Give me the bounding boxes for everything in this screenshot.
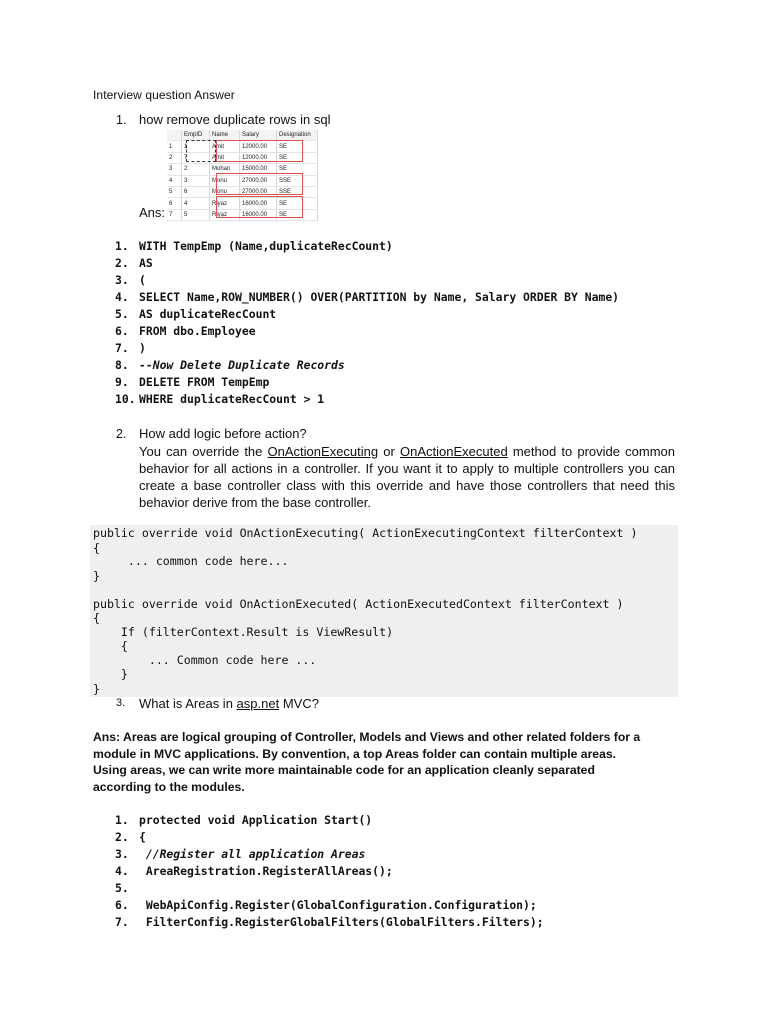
table-header-cell: Salary: [240, 130, 277, 141]
code-text: WebApiConfig.Register(GlobalConfiguration.Configuration);: [139, 898, 537, 912]
question-text: [139, 696, 319, 711]
code-line: ... Common code here ...: [93, 653, 317, 667]
line-number: 10.: [115, 392, 136, 406]
line-number: 7.: [115, 915, 129, 929]
code-line: }: [93, 569, 100, 583]
code-line: [115, 914, 544, 931]
code-text: protected void Application Start(): [139, 813, 373, 827]
line-number: 3.: [115, 847, 129, 861]
table-cell: 6: [182, 186, 210, 197]
table-cell: 2: [167, 152, 182, 163]
table-cell: SE: [277, 152, 318, 163]
code-text: AS: [139, 256, 153, 270]
code-comment: //Register all application Areas: [139, 847, 366, 861]
code-text: SELECT Name,ROW_NUMBER() OVER(PARTITION by Name, Salary ORDER BY Name): [139, 290, 620, 304]
table-cell: SSE: [277, 175, 318, 186]
table-cell: Mohan: [210, 164, 240, 175]
code-text: FROM dbo.Employee: [139, 324, 256, 338]
table-cell: 27000.00: [240, 186, 277, 197]
line-number: 1.: [115, 813, 129, 827]
paragraph-line: behavior for all actions in a controller. If you want it to apply to multiple controllers you can: [139, 461, 675, 476]
code-line: [115, 238, 393, 255]
code-line: If (filterContext.Result is ViewResult): [93, 625, 394, 639]
code-line: [115, 323, 256, 340]
table-header-cell: EmpID: [182, 130, 210, 141]
code-line: [115, 289, 619, 306]
table-cell: Riyaz: [210, 209, 240, 220]
table-cell: 6: [167, 198, 182, 209]
code-text: AS duplicateRecCount: [139, 307, 277, 321]
aspnet-link[interactable]: asp.net: [236, 696, 280, 711]
code-text: (: [139, 273, 146, 287]
line-number: 2.: [115, 830, 129, 844]
document-title: Interview question Answer: [93, 88, 235, 102]
duplicate-highlight-box: [216, 196, 303, 218]
table-cell: Monu: [210, 186, 240, 197]
question-number: 1.: [116, 113, 127, 127]
code-line: [115, 340, 146, 357]
code-line: }: [93, 667, 128, 681]
table-cell: 16000.00: [240, 198, 277, 209]
code-line: [115, 863, 393, 880]
line-number: 6.: [115, 324, 129, 338]
table-header-cell: Designation: [277, 130, 318, 141]
table-cell: 1: [182, 141, 210, 152]
paragraph-line: [139, 443, 675, 460]
line-number: 4.: [115, 864, 129, 878]
answer-line: according to the modules.: [93, 779, 245, 794]
paragraph-line: behavior derive from the base controller.: [139, 495, 371, 510]
onactionexecuted-link[interactable]: OnActionExecuted: [400, 444, 508, 459]
table-cell: SE: [277, 198, 318, 209]
line-number: 5.: [115, 307, 129, 321]
answer-line: module in MVC applications. By convention, a top Areas folder can contain multiple areas.: [93, 746, 617, 761]
code-text: AreaRegistration.RegisterAllAreas();: [139, 864, 393, 878]
code-line: [115, 812, 372, 829]
table-header-cell: [167, 130, 182, 141]
code-line: [115, 272, 146, 289]
table-cell: SE: [277, 164, 318, 175]
table-cell: 3: [167, 164, 182, 175]
table-cell: 4: [182, 198, 210, 209]
line-number: 9.: [115, 375, 129, 389]
text-run: You can override the: [139, 444, 268, 459]
code-line: {: [93, 639, 128, 653]
answer-line: Using areas, we can write more maintainable code for an application cleanly separated: [93, 763, 595, 777]
code-line: {: [93, 541, 100, 555]
table-cell: 15000.00: [240, 164, 277, 175]
code-text: WHERE duplicateRecCount > 1: [139, 392, 325, 406]
code-text: DELETE FROM TempEmp: [139, 375, 270, 389]
code-line: [115, 829, 146, 846]
question-text: how remove duplicate rows in sql: [139, 112, 331, 127]
question-text: How add logic before action?: [139, 426, 307, 441]
code-line: [115, 880, 139, 897]
table-cell: Amit: [210, 152, 240, 163]
answer-paragraph: [139, 443, 675, 511]
answer-line: Ans: Areas are logical grouping of Controller, Models and Views and other related folders for a: [93, 730, 641, 744]
line-number: 5.: [115, 881, 129, 895]
table-cell: 16000.00: [240, 209, 277, 220]
line-number: 4.: [115, 290, 129, 304]
code-text: ): [139, 341, 146, 355]
table-cell: 5: [167, 186, 182, 197]
text-run: MVC?: [279, 696, 319, 711]
line-number: 1.: [115, 239, 129, 253]
table-cell: 7: [182, 152, 210, 163]
table-cell: 12000.00: [240, 152, 277, 163]
table-cell: Amit: [210, 141, 240, 152]
table-cell: Monu: [210, 175, 240, 186]
table-cell: SE: [277, 209, 318, 220]
text-run: method to provide common: [507, 444, 675, 459]
code-text: WITH TempEmp (Name,duplicateRecCount): [139, 239, 393, 253]
table-cell: 4: [167, 175, 182, 186]
table-cell: Riyaz: [210, 198, 240, 209]
code-line: [115, 357, 345, 374]
code-line: }: [93, 682, 100, 696]
question-number: 2.: [116, 427, 127, 441]
text-run: What is Areas in: [139, 696, 237, 711]
text-run: or: [378, 444, 400, 459]
line-number: 8.: [115, 358, 129, 372]
table-cell: 3: [182, 175, 210, 186]
table-cell: 12000.00: [240, 141, 277, 152]
table-cell: SSE: [277, 186, 318, 197]
code-text: FilterConfig.RegisterGlobalFilters(GlobalFilters.Filters);: [139, 915, 544, 929]
paragraph-line: create a base controller class with this override and have those controllers that need this: [139, 478, 675, 493]
table-cell: SE: [277, 141, 318, 152]
code-line: [115, 306, 276, 323]
duplicate-highlight-box: [216, 140, 303, 162]
code-line: [115, 391, 324, 408]
selection-outline: [186, 140, 216, 162]
line-number: 7.: [115, 341, 129, 355]
question-number: 3.: [116, 697, 126, 709]
code-line: public override void OnActionExecuted( ActionExecutedContext filterContext ): [93, 597, 624, 611]
table-cell: 5: [182, 209, 210, 220]
code-line: ... common code here...: [93, 554, 289, 568]
code-line: [115, 897, 537, 914]
line-number: 2.: [115, 256, 129, 270]
onactionexecuting-link[interactable]: OnActionExecuting: [267, 444, 379, 459]
code-line: public override void OnActionExecuting( ActionExecutingContext filterContext ): [93, 526, 638, 540]
table-header-cell: Name: [210, 130, 240, 141]
code-line: {: [93, 611, 100, 625]
duplicate-highlight-box: [216, 173, 303, 195]
table-cell: 1: [167, 141, 182, 152]
answer-label: Ans:: [139, 205, 166, 220]
areas-answer: [93, 729, 678, 795]
table-cell: 2: [182, 164, 210, 175]
code-line: [115, 374, 269, 391]
line-number: 6.: [115, 898, 129, 912]
table-cell: 7: [167, 209, 182, 220]
code-line: [115, 255, 153, 272]
code-text: {: [139, 830, 146, 844]
code-comment: --Now Delete Duplicate Records: [139, 358, 345, 372]
line-number: 3.: [115, 273, 129, 287]
code-line: [115, 846, 365, 863]
table-cell: 27000.00: [240, 175, 277, 186]
